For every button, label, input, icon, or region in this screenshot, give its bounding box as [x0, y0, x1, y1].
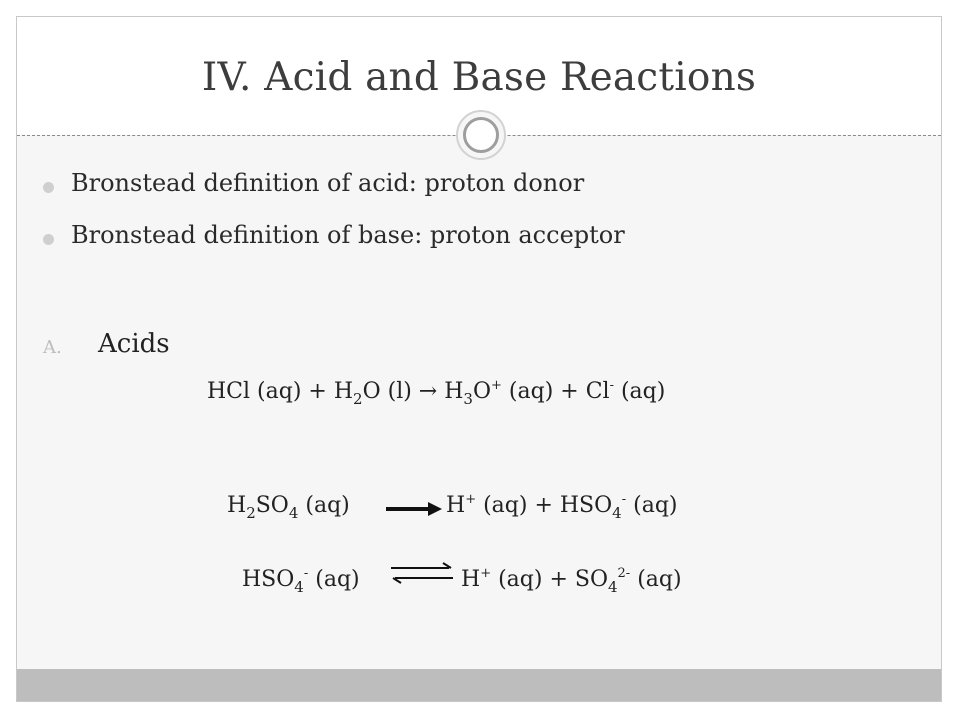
- equilibrium-arrow-icon: [387, 560, 457, 586]
- slide-title: IV. Acid and Base Reactions: [201, 55, 757, 100]
- bullet-dot-icon: [43, 234, 54, 245]
- eq-subscript: 4: [612, 504, 622, 522]
- equation-hso4-right: [461, 565, 682, 595]
- eq-superscript: +: [491, 378, 502, 393]
- eq-text: (aq): [308, 567, 360, 592]
- section-heading: Acids: [98, 329, 170, 359]
- eq-superscript: -: [621, 492, 627, 507]
- eq-text: (aq) + Cl: [501, 379, 610, 404]
- eq-text: O: [472, 379, 492, 404]
- eq-text: (aq): [630, 567, 682, 592]
- equation-hcl: [207, 377, 665, 407]
- eq-text: H: [227, 493, 247, 518]
- eq-subscript: 3: [463, 390, 473, 408]
- bullet-text: Bronstead definition of base: proton acceptor: [71, 221, 625, 249]
- eq-text: HCl (aq) + H: [207, 379, 354, 404]
- section-marker: A.: [43, 337, 62, 358]
- eq-superscript: +: [465, 492, 477, 507]
- eq-text: HSO: [242, 567, 295, 592]
- footer-bar: [17, 669, 941, 701]
- eq-superscript: 2-: [617, 566, 631, 581]
- divider-circle-inner: [463, 117, 499, 153]
- bullet-dot-icon: [43, 182, 54, 193]
- eq-text: H: [461, 567, 481, 592]
- eq-text: O (l) → H: [362, 379, 464, 404]
- equation-h2so4-right: [446, 491, 677, 521]
- eq-text: H: [446, 493, 466, 518]
- eq-text: (aq): [298, 493, 350, 518]
- eq-text: SO: [255, 493, 289, 518]
- eq-text: (aq) + SO: [491, 567, 608, 592]
- equation-hso4-left: [242, 565, 360, 595]
- eq-subscript: 2: [353, 390, 363, 408]
- forward-arrow-icon: [384, 499, 444, 519]
- eq-text: (aq) + HSO: [476, 493, 613, 518]
- eq-superscript: -: [609, 378, 614, 393]
- eq-subscript: 4: [294, 578, 304, 596]
- eq-subscript: 4: [607, 578, 618, 596]
- eq-subscript: 4: [288, 504, 299, 522]
- equation-h2so4-left: [227, 491, 350, 521]
- slide-frame: [16, 16, 942, 702]
- eq-text: (aq): [626, 493, 678, 518]
- eq-subscript: 2: [246, 504, 256, 522]
- eq-text: (aq): [613, 379, 666, 404]
- eq-superscript: -: [303, 566, 309, 581]
- bullet-text: Bronstead definition of acid: proton donor: [71, 169, 585, 197]
- eq-superscript: +: [480, 566, 492, 581]
